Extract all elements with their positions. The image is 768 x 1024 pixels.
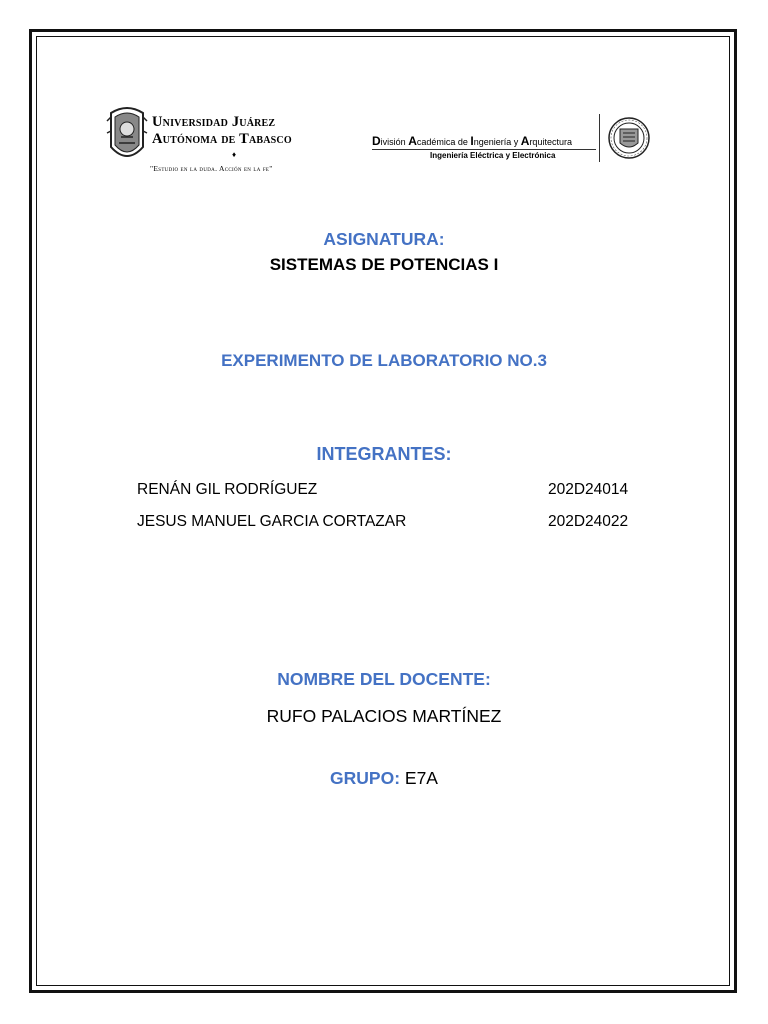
daiya-seal-icon [608,117,650,159]
member-id: 202D24022 [548,513,629,530]
division-cap: A [520,134,530,148]
division-text: ngeniería y [473,137,521,147]
university-name [152,114,292,159]
university-name-line2: Autónoma de Tabasco [152,131,292,147]
group-label: GRUPO: [330,768,401,788]
members-label: INTEGRANTES: [316,444,452,464]
division-subtitle: Ingeniería Eléctrica y Electrónica [430,151,556,160]
member-name: JESUS MANUEL GARCIA CORTAZAR [137,513,407,530]
member-id: 202D24014 [548,481,629,498]
division-divider [372,149,596,150]
dot-ornament-icon: ♦ [232,150,237,159]
division-vertical-divider [599,114,600,162]
ujat-seal-icon [105,103,149,167]
subject-name: SISTEMAS DE POTENCIAS I [269,255,499,274]
university-motto: "Estudio en la duda. Acción en la fe" [150,164,273,173]
teacher-label: NOMBRE DEL DOCENTE: [277,669,491,689]
subject-label: ASIGNATURA: [323,229,445,249]
division-title [372,134,572,148]
page-border-inner [36,36,730,986]
division-cap: A [408,134,417,148]
experiment-title: EXPERIMENTO DE LABORATORIO NO.3 [221,351,547,370]
division-text: ivisión [380,137,409,147]
university-name-line1: Universidad Juárez [152,114,276,130]
group-value: E7A [404,768,438,788]
group-line [0,768,768,789]
division-text: rquitectura [529,137,572,147]
division-text: cadémica de [416,137,471,147]
division-cap: I [470,134,474,148]
page-border [29,29,737,993]
teacher-name: RUFO PALACIOS MARTÍNEZ [266,706,502,726]
division-cap: D [372,134,381,148]
member-name: RENÁN GIL RODRÍGUEZ [137,481,318,498]
